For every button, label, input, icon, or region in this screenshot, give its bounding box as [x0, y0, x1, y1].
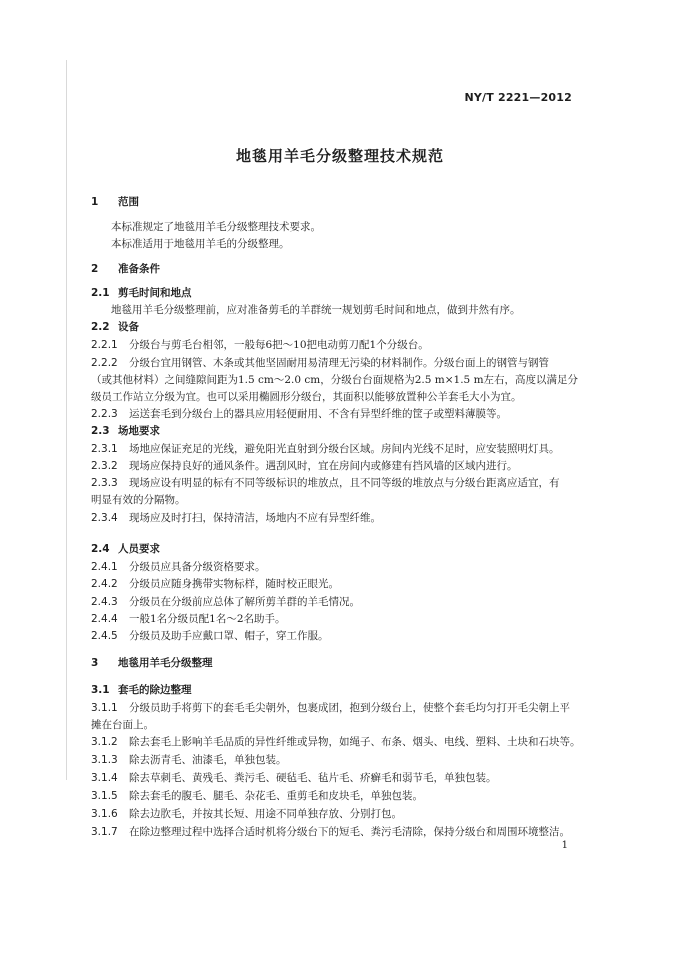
subsection-title: 套毛的除边整理: [118, 684, 192, 696]
clause: [91, 735, 581, 749]
subsection-title: 场地要求: [118, 425, 160, 437]
clause-number: 3.1.6: [91, 808, 118, 820]
clause-text: 运送套毛到分级台上的器具应用轻便耐用、不含有异型纤维的筐子或塑料薄膜等。: [129, 408, 507, 420]
clause-text: 在除边整理过程中选择合适时机将分级台下的短毛、粪污毛清除，保持分级台和周围环境整洁。: [129, 826, 570, 838]
clause-number: 2.2.1: [91, 339, 118, 351]
subsection-heading: [91, 424, 576, 438]
section-title: 准备条件: [118, 263, 160, 275]
subsection-title: 剪毛时间和地点: [118, 287, 192, 299]
clause: [91, 771, 576, 785]
paragraph: 地毯用羊毛分级整理前，应对准备剪毛的羊群统一规划剪毛时间和地点，做到井然有序。: [111, 304, 521, 316]
page-number: 1: [561, 840, 568, 851]
clause: [91, 338, 576, 352]
clause-text: 一般1名分级员配1名～2名助手。: [129, 613, 286, 625]
subsection-title: 设备: [118, 321, 139, 333]
clause: [91, 701, 576, 715]
clause-text: 除去套毛上影响羊毛品质的异性纤维或异物，如绳子、布条、烟头、电线、塑料、土块和石块等。: [129, 736, 581, 748]
clause-text: 现场应保持良好的通风条件。遇刮风时，宜在房间内或修建有挡风墙的区域内进行。: [129, 460, 518, 472]
clause-text: 分级员应具备分级资格要求。: [129, 561, 266, 573]
clause: [91, 789, 576, 803]
subsection-heading: [91, 286, 576, 300]
section-heading: [91, 195, 576, 209]
clause-text: 除去套毛的腹毛、腿毛、杂花毛、重剪毛和皮块毛，单独包装。: [129, 790, 423, 802]
subsection-heading: [91, 683, 576, 697]
clause: [91, 476, 576, 490]
section-heading: [91, 656, 576, 670]
section-title: 范围: [118, 196, 139, 208]
clause-number: 3.1.7: [91, 826, 118, 838]
clause-number: 3.1.3: [91, 754, 118, 766]
clause-number: 2.3.4: [91, 512, 118, 524]
section-title: 地毯用羊毛分级整理: [118, 657, 213, 669]
clause: [91, 459, 576, 473]
section-number: 3: [91, 657, 99, 669]
clause-text: 分级台与剪毛台相邻，一般每6把～10把电动剪刀配1个分级台。: [129, 339, 429, 351]
clause: [91, 612, 576, 626]
clause-continuation: 级员工作站立分级为宜。也可以采用椭圆形分级台，其面积以能够放置种公羊套毛大小为宜。: [91, 391, 522, 403]
clause-text: 分级员应随身携带实物标样，随时校正眼光。: [129, 578, 339, 590]
clause-text: 场地应保证充足的光线，避免阳光直射到分级台区域。房间内光线不足时，应安装照明灯具。: [129, 443, 560, 455]
section-heading: [91, 262, 576, 276]
clause: [91, 407, 576, 421]
clause-continuation: （或其他材料）之间缝隙间距为1.5 cm～2.0 cm，分级台台面规格为2.5 m×1.5 m左右，高度以满足分: [91, 374, 579, 386]
clause-number: 3.1.1: [91, 702, 118, 714]
clause-text: 分级员及助手应戴口罩、帽子，穿工作服。: [129, 630, 329, 642]
paragraph: 本标准规定了地毯用羊毛分级整理技术要求。: [111, 221, 321, 233]
clause-number: 2.4.1: [91, 561, 118, 573]
section-number: 1: [91, 196, 99, 208]
clause-text: 分级员助手将剪下的套毛毛尖朝外，包裹成团，抱到分级台上，使整个套毛均匀打开毛尖朝上平: [129, 702, 570, 714]
clause: [91, 560, 576, 574]
clause-text: 除去草刺毛、黄残毛、粪污毛、硬毡毛、毡片毛、疥癣毛和弱节毛，单独包装。: [129, 772, 497, 784]
clause-number: 3.1.5: [91, 790, 118, 802]
subsection-number: 2.2: [91, 321, 110, 333]
clause: [91, 442, 576, 456]
clause: [91, 753, 576, 767]
subsection-title: 人员要求: [118, 543, 160, 555]
clause: [91, 825, 576, 839]
paragraph: 本标准适用于地毯用羊毛的分级整理。: [111, 238, 290, 250]
clause-number: 2.3.1: [91, 443, 118, 455]
subsection-heading: [91, 320, 576, 334]
clause-continuation: 明显有效的分隔物。: [91, 494, 186, 506]
clause: [91, 629, 576, 643]
scan-edge-divider: [66, 60, 67, 780]
clause-number: 2.2.3: [91, 408, 118, 420]
clause-number: 2.4.3: [91, 596, 118, 608]
clause-text: 现场应设有明显的标有不同等级标识的堆放点，且不同等级的堆放点与分级台距离应适宜，有: [129, 477, 560, 489]
clause-number: 2.4.4: [91, 613, 118, 625]
subsection-number: 2.1: [91, 287, 110, 299]
clause-text: 分级台宜用钢管、木条或其他坚固耐用易清理无污染的材料制作。分级台面上的钢管与钢管: [129, 357, 549, 369]
document-title: 地毯用羊毛分级整理技术规范: [235, 147, 444, 165]
clause-text: 除去边肷毛，并按其长短、用途不同单独存放、分别打包。: [129, 808, 402, 820]
clause: [91, 356, 576, 370]
clause-text: 除去沥青毛、油漆毛，单独包装。: [129, 754, 287, 766]
section-number: 2: [91, 263, 99, 275]
subsection-number: 3.1: [91, 684, 110, 696]
clause-number: 2.3.2: [91, 460, 118, 472]
subsection-heading: [91, 542, 576, 556]
clause-continuation: 摊在台面上。: [91, 719, 154, 731]
clause-text: 现场应及时打扫，保持清洁，场地内不应有异型纤维。: [129, 512, 381, 524]
clause-number: 3.1.2: [91, 736, 118, 748]
clause: [91, 577, 576, 591]
clause: [91, 595, 576, 609]
subsection-number: 2.4: [91, 543, 110, 555]
clause-number: 2.3.3: [91, 477, 118, 489]
clause-number: 2.2.2: [91, 357, 118, 369]
clause-number: 3.1.4: [91, 772, 118, 784]
standard-number: NY/T 2221—2012: [464, 91, 572, 104]
clause: [91, 807, 576, 821]
clause: [91, 511, 576, 525]
clause-text: 分级员在分级前应总体了解所剪羊群的羊毛情况。: [129, 596, 360, 608]
clause-number: 2.4.5: [91, 630, 118, 642]
clause-number: 2.4.2: [91, 578, 118, 590]
subsection-number: 2.3: [91, 425, 110, 437]
